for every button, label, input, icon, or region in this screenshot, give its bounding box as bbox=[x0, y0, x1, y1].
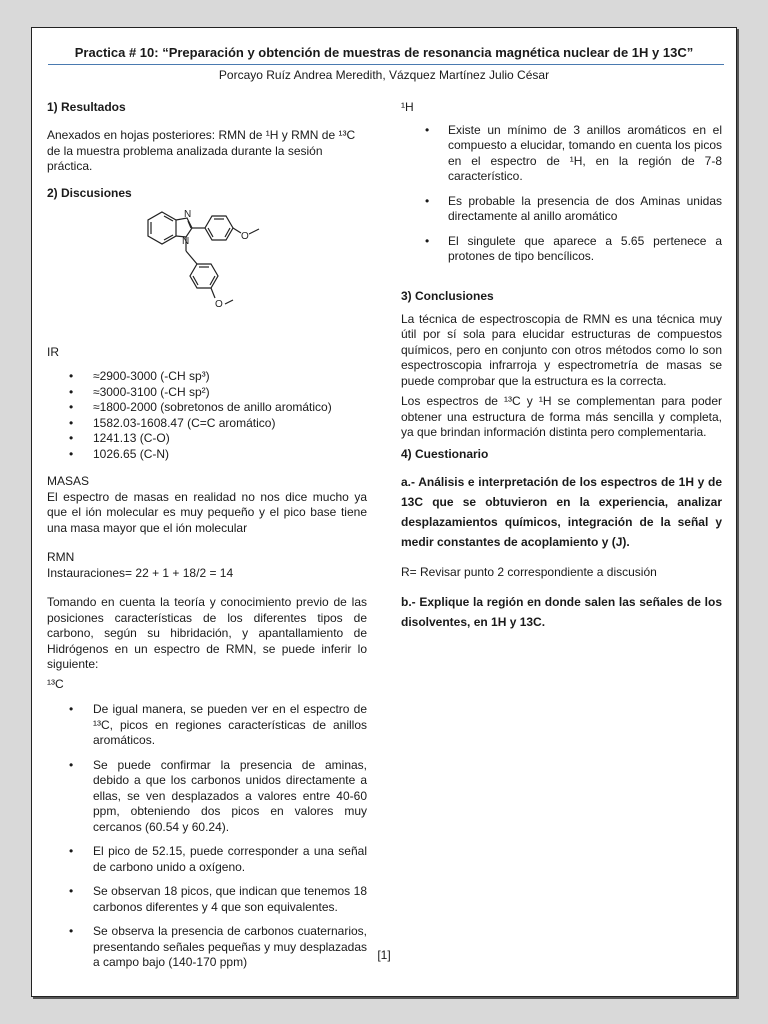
atom-o-methoxy-1: O bbox=[241, 230, 249, 242]
h1-item: • Existe un mínimo de 3 anillos aromáticos en el compuesto a elucidar, tomando en cuenta los picos en el espectro de ¹H, en la región de 7-8 característico. bbox=[401, 123, 722, 185]
theory-text: Tomando en cuenta la teoría y conocimiento previo de las posiciones características de los diferentes tipos de carbono, según su hibridación, y apantallamiento de Hidrógenos en un espectro de RMN, se puede inferir lo siguiente: bbox=[47, 595, 367, 671]
answer-a: R= Revisar punto 2 correspondiente a discusión bbox=[401, 564, 657, 579]
ir-list bbox=[47, 369, 367, 462]
c13-item: • De igual manera, se pueden ver en el espectro de ¹³C, picos en regiones características de anillos aromáticos. bbox=[47, 702, 367, 749]
c13-item: • El pico de 52.15, puede corresponder a una señal de carbono unido a oxígeno. bbox=[47, 844, 367, 875]
right-column bbox=[401, 100, 722, 632]
c13-label: ¹³C bbox=[47, 676, 64, 691]
results-text: Anexados en hojas posteriores: RMN de ¹H y RMN de ¹³C de la muestra problema analizada durante la sesión práctica. bbox=[47, 128, 356, 173]
questionnaire-heading: 4) Cuestionario bbox=[401, 446, 489, 461]
c13-item: • Se observa la presencia de carbonos cuaternarios, presentando señales pequeñas y muy desplazadas a campo bajo (140-170 ppm) bbox=[47, 924, 367, 971]
authors: Porcayo Ruíz Andrea Meredith, Vázquez Martínez Julio César bbox=[218, 68, 550, 82]
masas-label: MASAS bbox=[47, 474, 90, 488]
molecule-structure bbox=[129, 207, 299, 347]
ir-item: • ≈3000-3100 (-CH sp²) bbox=[47, 385, 367, 401]
masas-text: El espectro de masas en realidad no nos dice mucho ya que el ión molecular es muy pequeño y el pico base tiene una masa mayor que el ión molecular bbox=[47, 489, 367, 535]
ir-item: • ≈1800-2000 (sobretonos de anillo aromático) bbox=[47, 400, 367, 416]
document-page bbox=[31, 27, 737, 997]
ir-item: • 1582.03-1608.47 (C=C aromático) bbox=[47, 416, 367, 432]
document-title: Practica # 10: “Preparación y obtención de muestras de resonancia magnética nuclear de 1H y 13C” bbox=[74, 45, 694, 60]
rmn-label: RMN bbox=[47, 550, 75, 564]
ir-item: • 1241.13 (C-O) bbox=[47, 431, 367, 447]
h1-list bbox=[401, 123, 722, 265]
atom-o-methoxy-2: O bbox=[215, 298, 223, 310]
c13-item: • Se observan 18 picos, que indican que tenemos 18 carbonos diferentes y 4 que son equivalentes. bbox=[47, 884, 367, 915]
results-heading: 1) Resultados bbox=[47, 100, 126, 114]
left-column bbox=[47, 100, 367, 980]
question-a: a.- Análisis e interpretación de los espectros de 1H y de 13C que se obtuvieron en la experiencia, analizar desplazamientos químicos, integración de la señal y medir constantes de acoplamiento y (J). bbox=[401, 474, 722, 549]
c13-list bbox=[47, 702, 367, 971]
h1-item: • Es probable la presencia de dos Aminas unidas directamente al anillo aromático bbox=[401, 194, 722, 225]
h1-item: • El singulete que aparece a 5.65 pertenece a protones de tipo bencílicos. bbox=[401, 234, 722, 265]
conclusions-paragraph-2: Los espectros de ¹³C y ¹H se complementan para poder obtener una estructura de forma más sencilla y completa, ya que brindan información distinta pero complementaria. bbox=[401, 394, 722, 439]
atom-n-imine: N bbox=[184, 208, 192, 220]
ir-label: IR bbox=[47, 344, 59, 359]
ir-item: • 1026.65 (C-N) bbox=[47, 447, 367, 463]
conclusions-paragraph-1: La técnica de espectroscopia de RMN es una técnica muy útil por sí sola para elucidar estructuras de compuestos químicos, pero en conjunto con otros métodos como lo son espectroscopia infrarroja y espectrometría de masas se puede comprobar que la estructura es la correcta. bbox=[401, 311, 722, 388]
title-divider bbox=[48, 64, 724, 65]
c13-item: • Se puede confirmar la presencia de aminas, debido a que los carbonos unidos directamente a ellas, se ven desplazados a valores entre 40-60 ppm, obteniendo dos picos en valores muy cercanos (60.54 y 60.24). bbox=[47, 758, 367, 836]
page-number: [1] bbox=[377, 948, 391, 962]
h1-label: ¹H bbox=[401, 100, 414, 114]
atom-n-amine: N bbox=[182, 235, 190, 247]
conclusions-heading: 3) Conclusiones bbox=[401, 288, 494, 303]
discussion-heading: 2) Discusiones bbox=[47, 185, 132, 200]
question-b: b.- Explique la región en donde salen las señales de los disolventes, en 1H y 13C. bbox=[401, 595, 722, 629]
ir-item: • ≈2900-3000 (-CH sp³) bbox=[47, 369, 367, 385]
rmn-insaturations: Instauraciones= 22 + 1 + 18/2 = 14 bbox=[47, 565, 234, 580]
